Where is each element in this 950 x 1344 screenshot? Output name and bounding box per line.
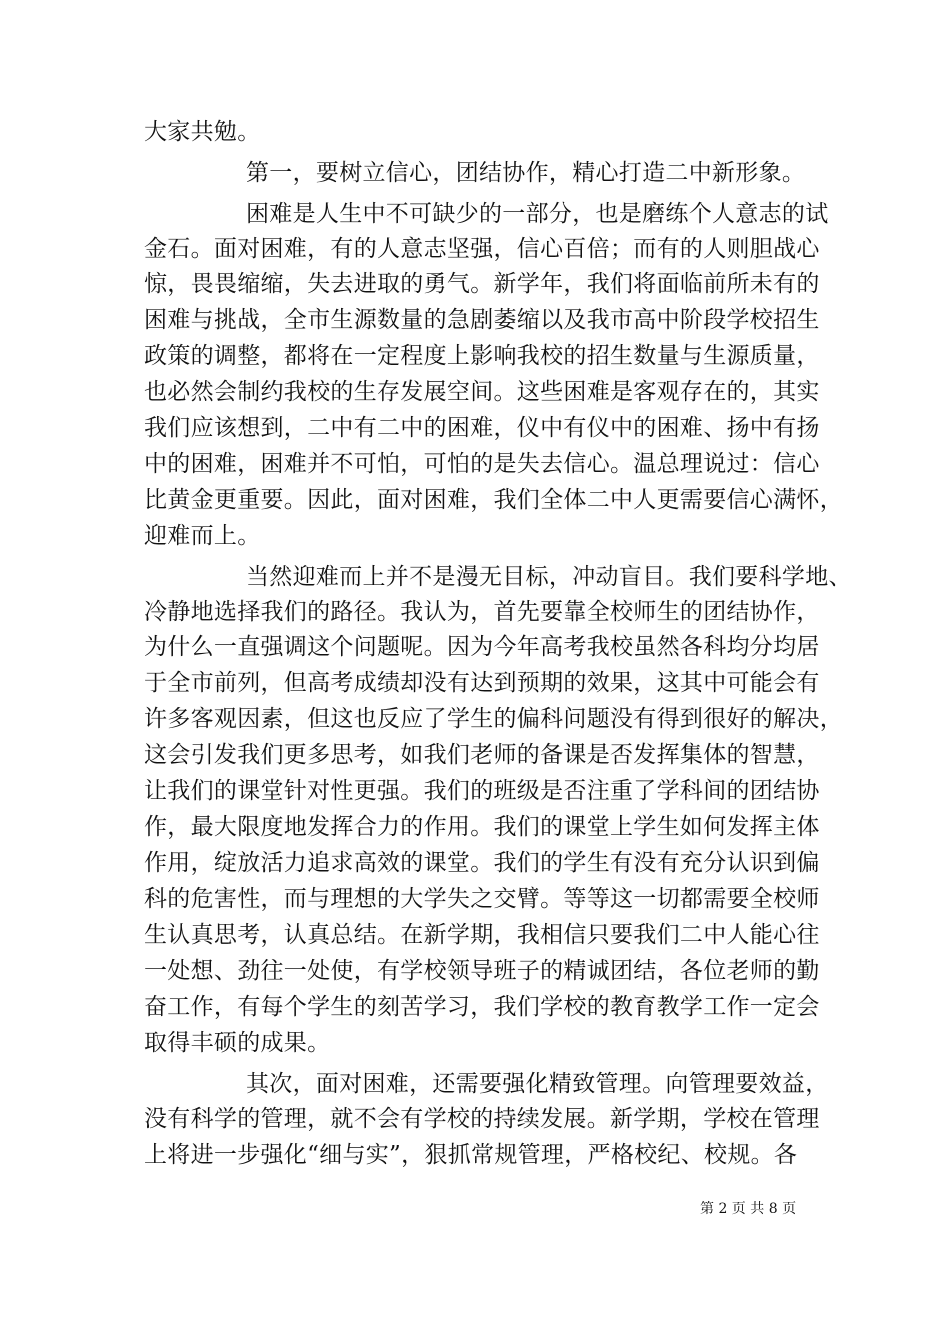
text-line: 大家共勉。	[144, 119, 261, 145]
page-number: 第 2 页 共 8 页	[700, 1201, 797, 1217]
text-line: 作，最大限度地发挥合力的作用。我们的课堂上学生如何发挥主体	[144, 814, 820, 840]
text-line: 迎难而上。	[144, 523, 261, 549]
text-line: 其次，面对困难，还需要强化精致管理。向管理要效益，	[246, 1071, 829, 1097]
text-line: 也必然会制约我校的生存发展空间。这些困难是客观存在的，其实	[144, 379, 820, 405]
text-line: 我们应该想到，二中有二中的困难，仪中有仪中的困难、扬中有扬	[144, 415, 820, 441]
text-line: 取得丰硕的成果。	[144, 1030, 331, 1056]
text-line: 当然迎难而上并不是漫无目标，冲动盲目。我们要科学地、	[246, 564, 852, 590]
text-line: 冷静地选择我们的路径。我认为，首先要靠全校师生的团结协作，	[144, 599, 820, 625]
text-line: 这会引发我们更多思考，如我们老师的备课是否发挥集体的智慧，	[144, 742, 820, 768]
text-line: 比黄金更重要。因此，面对困难，我们全体二中人更需要信心满怀，	[144, 487, 843, 513]
text-line: 政策的调整，都将在一定程度上影响我校的招生数量与生源质量，	[144, 343, 820, 369]
text-line: 作用，绽放活力追求高效的课堂。我们的学生有没有充分认识到偏	[144, 850, 820, 876]
text-line: 于全市前列，但高考成绩却没有达到预期的效果，这其中可能会有	[144, 670, 820, 696]
text-line: 第一，要树立信心，团结协作，精心打造二中新形象。	[246, 160, 806, 186]
text-line: 上将进一步强化“细与实”，狠抓常规管理，严格校纪、校规。各	[144, 1142, 798, 1168]
text-line: 为什么一直强调这个问题呢。因为今年高考我校虽然各科均分均居	[144, 634, 820, 660]
text-line: 中的困难，困难并不可怕，可怕的是失去信心。温总理说过：信心	[144, 451, 820, 477]
text-line: 一处想、劲往一处使，有学校领导班子的精诚团结，各位老师的勤	[144, 958, 820, 984]
text-line: 没有科学的管理，就不会有学校的持续发展。新学期，学校在管理	[144, 1106, 820, 1132]
text-line: 困难是人生中不可缺少的一部分，也是磨练个人意志的试	[246, 201, 829, 227]
text-line: 困难与挑战，全市生源数量的急剧萎缩以及我市高中阶段学校招生	[144, 307, 820, 333]
text-line: 科的危害性，而与理想的大学失之交臂。等等这一切都需要全校师	[144, 886, 820, 912]
text-line: 许多客观因素，但这也反应了学生的偏科问题没有得到很好的解决，	[144, 706, 843, 732]
text-line: 金石。面对困难，有的人意志坚强，信心百倍；而有的人则胆战心	[144, 236, 820, 262]
text-line: 生认真思考，认真总结。在新学期，我相信只要我们二中人能心往	[144, 922, 820, 948]
text-line: 让我们的课堂针对性更强。我们的班级是否注重了学科间的团结协	[144, 778, 820, 804]
text-line: 奋工作，有每个学生的刻苦学习，我们学校的教育教学工作一定会	[144, 994, 820, 1020]
text-line: 惊，畏畏缩缩，失去进取的勇气。新学年，我们将面临前所未有的	[144, 271, 820, 297]
